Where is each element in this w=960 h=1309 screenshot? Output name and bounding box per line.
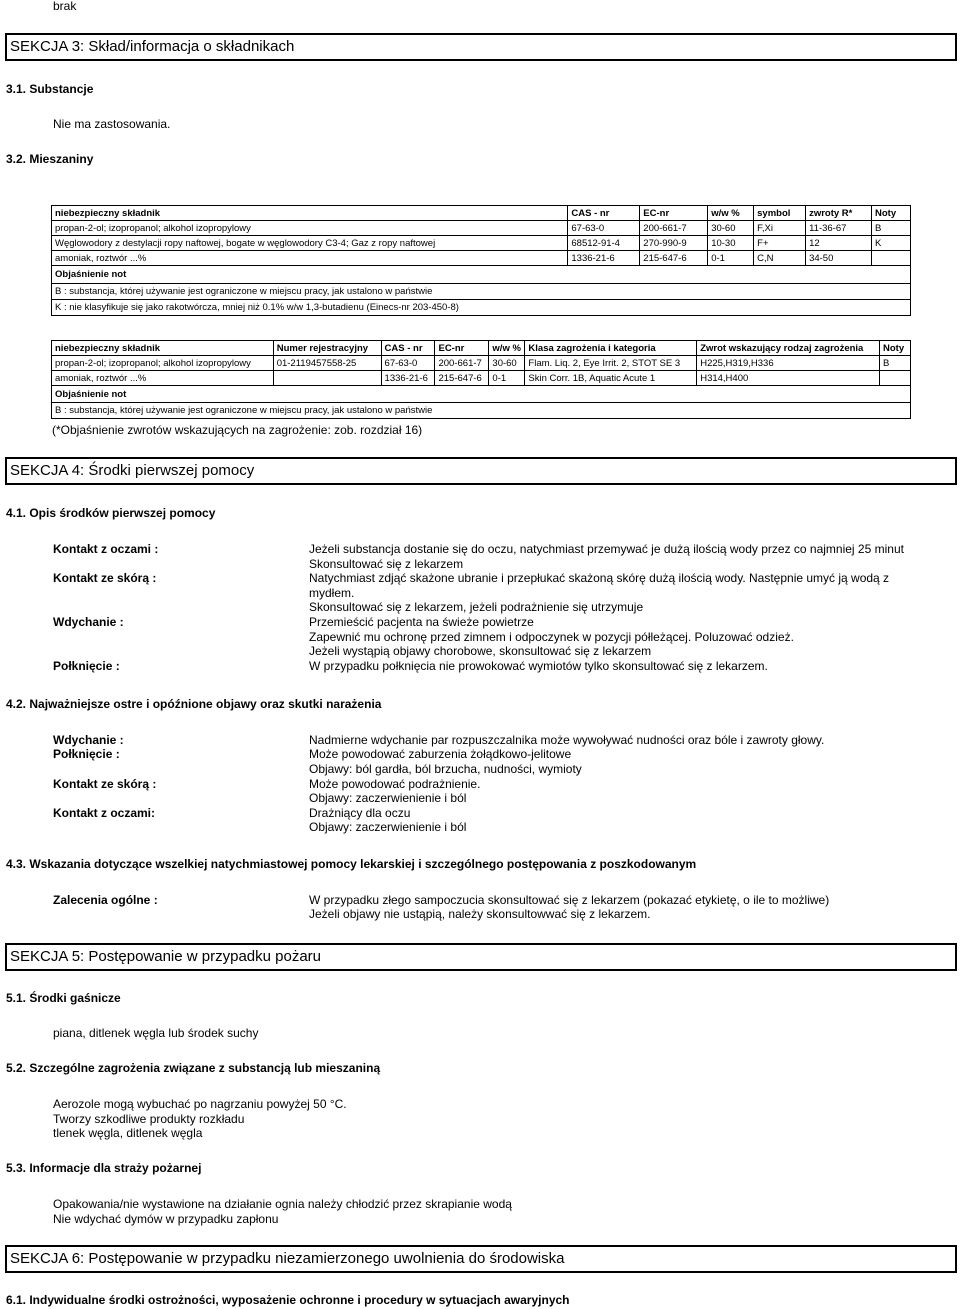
first-aid-line: Natychmiast zdjąć skażone ubranie i przepłukać skażoną skórę dużą ilością wody. Następnie umyć ją wodą z <box>309 571 890 585</box>
notes-title: Objaśnienie not <box>52 386 911 403</box>
table-header: CAS - nr <box>381 341 435 356</box>
table-cell: F,Xi <box>754 221 806 236</box>
table-cell: 0-1 <box>489 371 525 386</box>
eye-contact-label: Kontakt z oczami : <box>53 542 159 556</box>
table-cell: 68512-91-4 <box>568 236 640 251</box>
components-table-2 <box>51 340 911 419</box>
table-cell: 67-63-0 <box>381 356 435 371</box>
hazard-statements-footnote: (*Objaśnienie zwrotów wskazujących na zagrożenie: zob. rozdział 16) <box>52 423 423 437</box>
first-aid-line: W przypadku połknięcia nie prowokować wymiotów tylko skonsultować się z lekarzem. <box>309 659 768 673</box>
components-table-1 <box>51 205 911 316</box>
note-row <box>52 284 911 300</box>
table-cell <box>880 371 911 386</box>
note-text: B : substancja, której używanie jest ograniczone w miejscu pracy, jak ustalono w państwie <box>52 284 911 300</box>
table-cell: B <box>872 221 911 236</box>
table-cell <box>273 371 381 386</box>
first-aid-line: Przemieścić pacjenta na świeże powietrze <box>309 615 534 629</box>
table-header-row <box>52 206 911 221</box>
table-row <box>52 221 911 236</box>
first-aid-line: Jeżeli wystąpią objawy chorobowe, skonsultować się z lekarzem <box>309 644 652 658</box>
table-cell: 11-36-67 <box>806 221 872 236</box>
table-cell: propan-2-ol; izopropanol; alkohol izopropylowy <box>52 221 568 236</box>
table-header: Noty <box>872 206 911 221</box>
table-cell: 10-30 <box>708 236 754 251</box>
table-header: symbol <box>754 206 806 221</box>
table-cell: 34-50 <box>806 251 872 266</box>
section-5-header: SEKCJA 5: Postępowanie w przypadku pożaru <box>5 943 957 971</box>
ingestion-label: Połknięcie : <box>53 747 120 761</box>
table-cell: Flam. Liq. 2, Eye Irrit. 2, STOT SE 3 <box>525 356 697 371</box>
general-advice-label: Zalecenia ogólne : <box>53 893 158 907</box>
table-cell: propan-2-ol; izopropanol; alkohol izopropylowy <box>52 356 274 371</box>
special-hazard-line: Tworzy szkodliwe produkty rozkładu <box>53 1112 245 1126</box>
first-aid-line: Jeżeli substancja dostanie się do oczu, natychmiast przemywać je dużą ilością wody przez co najmniej 25 minut <box>309 542 904 556</box>
section-3-header: SEKCJA 3: Skład/informacja o składnikach <box>5 33 957 61</box>
table-cell: 01-2119457558-25 <box>273 356 381 371</box>
table-header: w/w % <box>708 206 754 221</box>
table-header: zwroty R* <box>806 206 872 221</box>
subsection-4-2: 4.2. Najważniejsze ostre i opóźnione objawy oraz skutki narażenia <box>6 697 382 711</box>
subsection-6-1: 6.1. Indywidualne środki ostrożności, wyposażenie ochronne i procedury w sytuacjach awaryjnych <box>6 1293 570 1307</box>
symptom-line: Objawy: ból gardła, ból brzucha, nudności, wymioty <box>309 762 582 776</box>
table-header: Klasa zagrożenia i kategoria <box>525 341 697 356</box>
table-header: Zwrot wskazujący rodzaj zagrożenia <box>697 341 880 356</box>
table-cell: Skin Corr. 1B, Aquatic Acute 1 <box>525 371 697 386</box>
subsection-4-3: 4.3. Wskazania dotyczące wszelkiej natychmiastowej pomocy lekarskiej i szczególnego postępowania z poszkodowanym <box>6 857 697 871</box>
ingestion-label: Połknięcie : <box>53 659 120 673</box>
notes-title-row <box>52 266 911 284</box>
table-cell: 12 <box>806 236 872 251</box>
first-aid-line: Zapewnić mu ochronę przed zimnem i odpoczynek w pozycji półleżącej. Poluzować odzież. <box>309 630 794 644</box>
first-aid-line: Skonsultować się z lekarzem <box>309 557 464 571</box>
general-advice-line: Jeżeli objawy nie ustąpią, należy skonsultowwać się z lekarzem. <box>309 907 651 921</box>
note-text: K : nie klasyfikuje się jako rakotwórcza, mniej niż 0.1% w/w 1,3-butadienu (Einecs-nr 203-450-8) <box>52 300 911 316</box>
inhalation-label: Wdychanie : <box>53 733 124 747</box>
table-header: EC-nr <box>640 206 708 221</box>
symptom-line: Objawy: zaczerwienienie i ból <box>309 820 467 834</box>
table-cell: amoniak, roztwór ...% <box>52 251 568 266</box>
table-cell: Węglowodory z destylacji ropy naftowej, bogate w węglowodory C3-4; Gaz z ropy naftowej <box>52 236 568 251</box>
table-cell: 200-661-7 <box>435 356 489 371</box>
subsection-3-1: 3.1. Substancje <box>6 82 94 96</box>
symptom-line: Objawy: zaczerwienienie i ból <box>309 791 467 805</box>
symptom-line: Może powodować zaburzenia żołądkowo-jelitowe <box>309 747 572 761</box>
special-hazard-line: tlenek węgla, ditlenek węgla <box>53 1126 203 1140</box>
table-row <box>52 251 911 266</box>
table-cell: F+ <box>754 236 806 251</box>
table-cell: 270-990-9 <box>640 236 708 251</box>
table-row <box>52 371 911 386</box>
skin-contact-label: Kontakt ze skórą : <box>53 571 157 585</box>
symptom-line: Drażniący dla oczu <box>309 806 411 820</box>
table-cell: 30-60 <box>708 221 754 236</box>
subsection-3-1-text: Nie ma zastosowania. <box>53 117 171 131</box>
table-header: niebezpieczny składnik <box>52 341 274 356</box>
note-row <box>52 300 911 316</box>
table-cell: C,N <box>754 251 806 266</box>
subsection-5-2: 5.2. Szczególne zagrożenia związane z substancją lub mieszaniną <box>6 1061 381 1075</box>
section-4-header: SEKCJA 4: Środki pierwszej pomocy <box>5 457 957 485</box>
table-cell <box>872 251 911 266</box>
subsection-4-1: 4.1. Opis środków pierwszej pomocy <box>6 506 216 520</box>
general-advice-line: W przypadku złego sampoczucia skonsultować się z lekarzem (pokazać etykietę, o ile to możliwe) <box>309 893 830 907</box>
table-cell: K <box>872 236 911 251</box>
section-6-header: SEKCJA 6: Postępowanie w przypadku niezamierzonego uwolnienia do środowiska <box>5 1245 957 1273</box>
firefighter-advice-line: Nie wdychać dymów w przypadku zapłonu <box>53 1212 279 1226</box>
firefighter-advice-line: Opakowania/nie wystawione na działanie ognia należy chłodzić przez skrapianie wodą <box>53 1197 512 1211</box>
table-cell: H225,H319,H336 <box>697 356 880 371</box>
table-header: Noty <box>880 341 911 356</box>
subsection-5-1: 5.1. Środki gaśnicze <box>6 991 121 1005</box>
top-fragment: brak <box>53 0 77 13</box>
table-cell: amoniak, roztwór ...% <box>52 371 274 386</box>
table-cell: 67-63-0 <box>568 221 640 236</box>
table-cell: 215-647-6 <box>640 251 708 266</box>
symptom-line: Może powodować podrażnienie. <box>309 777 481 791</box>
table-cell: 0-1 <box>708 251 754 266</box>
table-header: niebezpieczny składnik <box>52 206 568 221</box>
table-header: Numer rejestracyjny <box>273 341 381 356</box>
table-cell: 200-661-7 <box>640 221 708 236</box>
symptom-line: Nadmierne wdychanie par rozpuszczalnika może wywoływać nudności oraz bóle i zawroty głowy. <box>309 733 825 747</box>
table-header: CAS - nr <box>568 206 640 221</box>
note-text: B : substancja, której używanie jest ograniczone w miejscu pracy, jak ustalono w państwie <box>52 403 911 419</box>
table-cell: 1336-21-6 <box>381 371 435 386</box>
table-header: EC-nr <box>435 341 489 356</box>
table-cell: B <box>880 356 911 371</box>
subsection-3-2: 3.2. Mieszaniny <box>6 152 94 166</box>
table-cell: H314,H400 <box>697 371 880 386</box>
table-header: w/w % <box>489 341 525 356</box>
table-cell: 215-647-6 <box>435 371 489 386</box>
first-aid-line: mydłem. <box>309 586 355 600</box>
table-row <box>52 356 911 371</box>
table-cell: 30-60 <box>489 356 525 371</box>
notes-title: Objaśnienie not <box>52 266 911 284</box>
notes-title-row <box>52 386 911 403</box>
skin-contact-label: Kontakt ze skórą : <box>53 777 157 791</box>
table-cell: 1336-21-6 <box>568 251 640 266</box>
special-hazard-line: Aerozole mogą wybuchać po nagrzaniu powyżej 50 °C. <box>53 1097 347 1111</box>
eye-contact-label: Kontakt z oczami: <box>53 806 156 820</box>
first-aid-line: Skonsultować się z lekarzem, jeżeli podrażnienie się utrzymuje <box>309 600 644 614</box>
inhalation-label: Wdychanie : <box>53 615 124 629</box>
table-row <box>52 236 911 251</box>
extinguishing-media: piana, ditlenek węgla lub środek suchy <box>53 1026 259 1040</box>
table-header-row <box>52 341 911 356</box>
subsection-5-3: 5.3. Informacje dla straży pożarnej <box>6 1161 202 1175</box>
note-row <box>52 403 911 419</box>
